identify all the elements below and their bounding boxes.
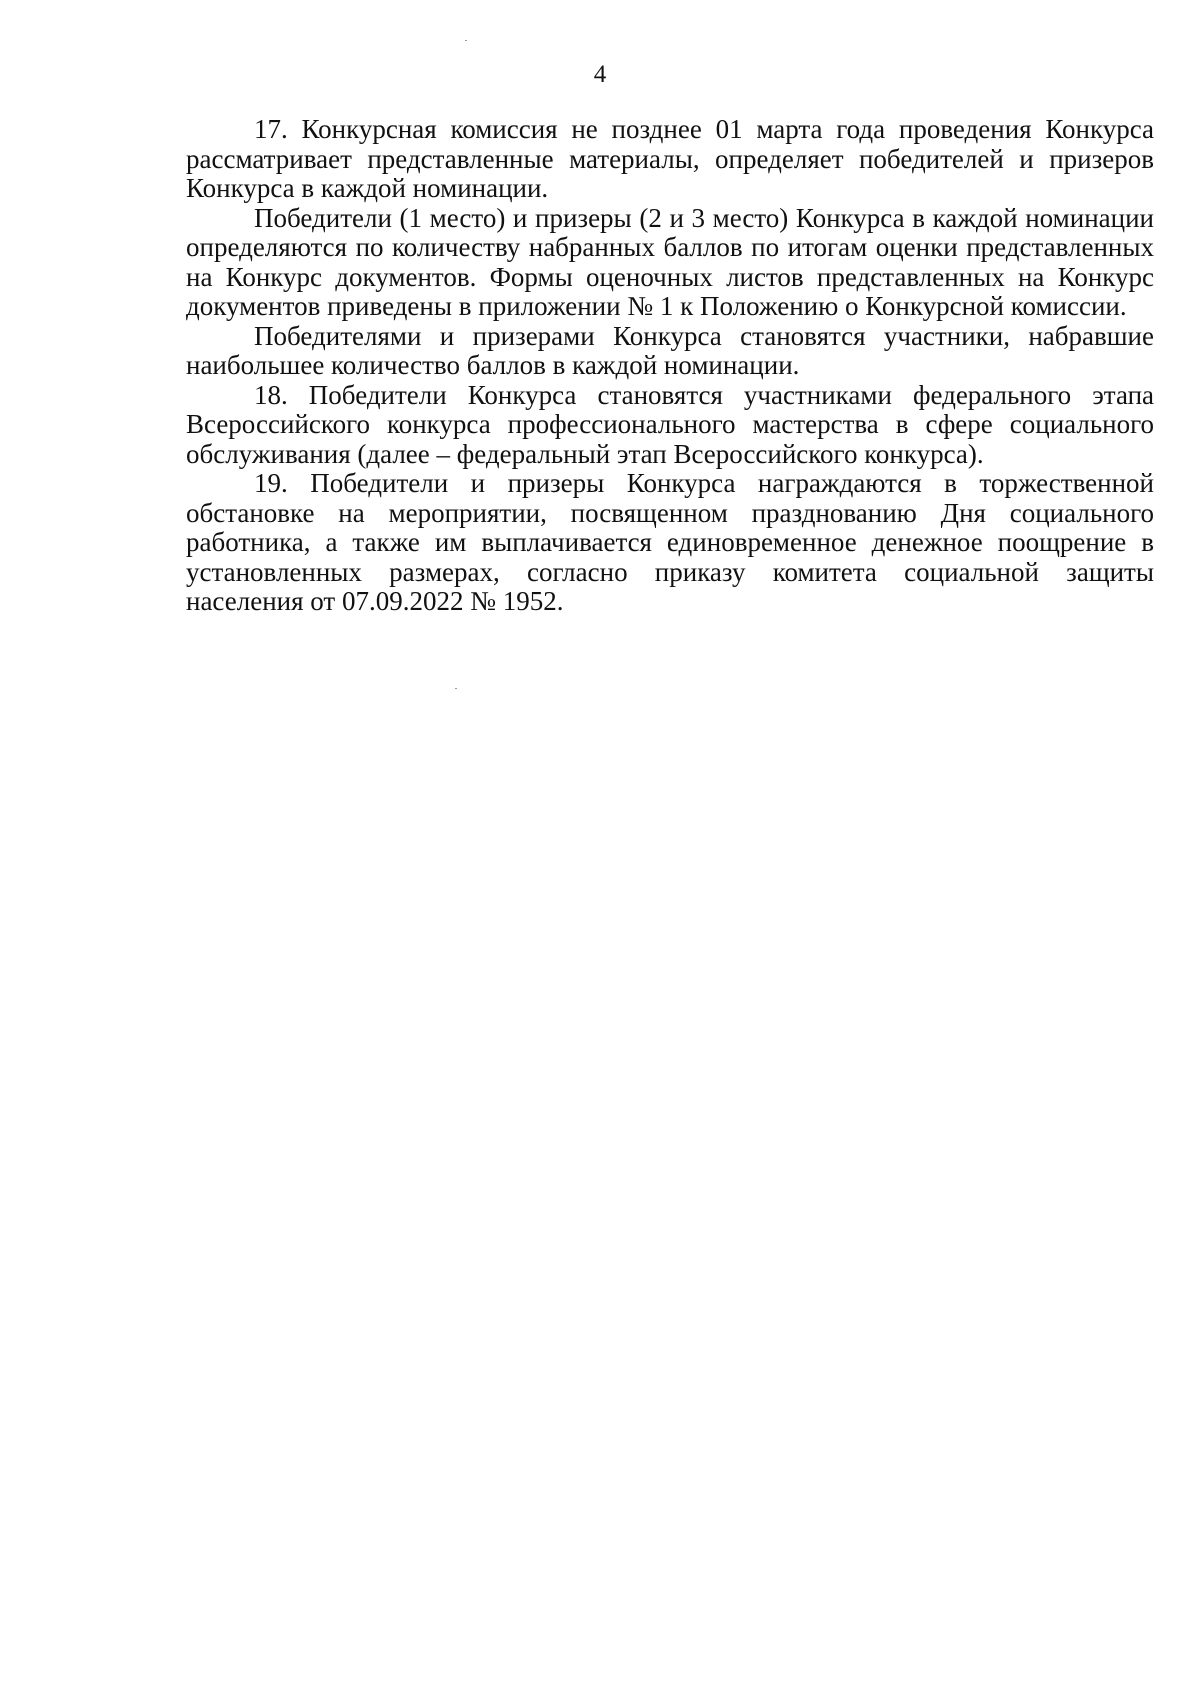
paragraph-winners-determination: Победители (1 место) и призеры (2 и 3 место) Конкурса в каждой номинации определяются по количеству набранных баллов по итогам оценки представленных на Конкурс документов. Формы оценочных листов представленных на Конкурс документов приведены в приложении № 1 к Положению о Конкурсной комиссии. — [186, 202, 1154, 321]
paragraph-18-federal-stage: 18. Победители Конкурса становятся участниками федерального этапа Всероссийского конкурса профессионального мастерства в сфере социального обслуживания (далее – федеральный этап Всероссийского конкурса). — [186, 379, 1154, 469]
scan-speck — [455, 688, 457, 689]
paragraph-17-commission-review: 17. Конкурсная комиссия не позднее 01 марта года проведения Конкурса рассматривает представленные материалы, определяет победителей и призеров Конкурса в каждой номинации. — [186, 114, 1154, 203]
scan-speck — [465, 40, 467, 41]
document-body — [186, 115, 1154, 617]
page-number: 4 — [593, 61, 607, 88]
paragraph-19-awarding: 19. Победители и призеры Конкурса награждаются в торжественной обстановке на мероприятии, посвященном празднованию Дня социального работника, а также им выплачивается единовременное денежное поощрение в установленных размерах, согласно приказу комитета социальной защиты населения от 07.09.2022 № 1952. — [186, 468, 1154, 616]
paragraph-winners-participants: Победителями и призерами Конкурса становятся участники, набравшие наибольшее количество баллов в каждой номинации. — [186, 320, 1154, 380]
